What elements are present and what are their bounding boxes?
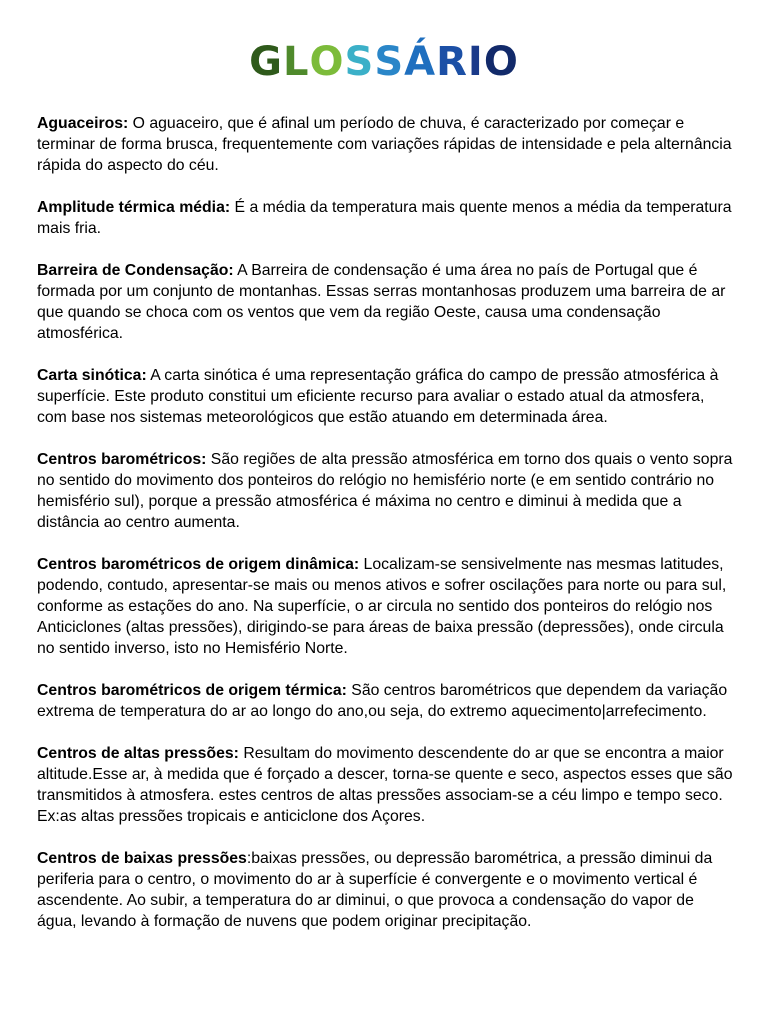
title-letter: L — [283, 39, 310, 85]
title-letter: I — [467, 39, 484, 85]
glossary-definition: O aguaceiro, que é afinal um período de chuva, é caracterizado por começar e terminar de forma brusca, frequentemente com variações rápidas de intensidade e pela alternância rápida do aspecto do céu. — [37, 115, 732, 174]
glossary-definition: A Barreira de condensação é uma área no país de Portugal que é formada por um conjunto de montanhas. Essas serras montanhosas produzem uma barreira de ar que quando se choca com os ventos que vem da região Oeste, causa uma condensação atmosférica. — [37, 262, 726, 342]
title-letter: S — [374, 39, 405, 85]
title-letter: O — [483, 39, 519, 85]
glossary-entry — [37, 554, 737, 659]
glossary-term: Centros barométricos: — [37, 451, 207, 468]
glossary-term: Amplitude térmica média: — [37, 199, 231, 216]
glossary-term: Carta sinótica: — [37, 367, 147, 384]
glossary-definition: Localizam-se sensivelmente nas mesmas latitudes, podendo, contudo, apresentar-se mais ou menos ativos e sofrer oscilações para norte ou para sul, conforme as estações do ano. Na superfície, o ar circula no sentido dos ponteiros do relógio nos Anticiclones (altas pressões), dirigindo-se para áreas de baixa pressão (depressões), onde circula no sentido inverso, isto no Hemisfério Norte. — [37, 556, 727, 657]
glossary-definition: Resultam do movimento descendente do ar que se encontra a maior altitude.Esse ar, à medida que é forçado a descer, torna-se quente e seco, aspectos esses que são transmitidos à atmosfera. estes centros de altas pressões associam-se a céu limpo e tempo seco. Ex:as altas pressões tropicais e anticiclone dos Açores. — [37, 745, 733, 825]
glossary-entry — [37, 848, 737, 932]
glossary-list — [37, 113, 737, 953]
glossary-term: Aguaceiros: — [37, 115, 129, 132]
glossary-entry — [37, 365, 737, 428]
glossary-entry — [37, 743, 737, 827]
glossary-term: Centros barométricos de origem térmica: — [37, 682, 347, 699]
glossary-definition: É a média da temperatura mais quente menos a média da temperatura mais fria. — [37, 199, 732, 237]
glossary-definition: São centros barométricos que dependem da variação extrema de temperatura do ar ao longo do ano,ou seja, do extremo aquecimento|arrefecimento. — [37, 682, 728, 720]
title-letter: O — [309, 39, 345, 85]
title-letter: S — [344, 39, 375, 85]
title-letter: G — [249, 39, 283, 85]
glossary-term: Barreira de Condensação: — [37, 262, 234, 279]
glossary-entry — [37, 197, 737, 239]
glossary-entry — [37, 260, 737, 344]
glossary-entry — [37, 680, 737, 722]
glossary-entry — [37, 113, 737, 176]
title-letter: R — [436, 39, 468, 85]
glossary-term: Centros de altas pressões: — [37, 745, 239, 762]
glossary-term: Centros de baixas pressões — [37, 850, 247, 867]
page-title — [0, 38, 768, 86]
glossary-definition: A carta sinótica é uma representação gráfica do campo de pressão atmosférica à superfície. Este produto constitui um eficiente recurso para avaliar o estado atual da atmosfera, com base nos sistemas meteorológicos que estão atuando em determinada área. — [37, 367, 719, 426]
glossary-term: Centros barométricos de origem dinâmica: — [37, 556, 360, 573]
glossary-entry — [37, 449, 737, 533]
title-letter: Á — [404, 39, 437, 85]
glossary-definition: São regiões de alta pressão atmosférica em torno dos quais o vento sopra no sentido do movimento dos ponteiros do relógio no hemisfério norte (e em sentido contrário no hemisfério sul), porque a pressão atmosférica é máxima no centro e diminui à medida que a distância ao centro aumenta. — [37, 451, 733, 531]
glossary-definition: :baixas pressões, ou depressão barométrica, a pressão diminui da periferia para o centro, o movimento do ar à superfície é convergente e o movimento vertical é ascendente. Ao subir, a temperatura do ar diminui, o que provoca a condensação do vapor de água, levando à formação de nuvens que podem originar precipitação. — [37, 850, 713, 930]
